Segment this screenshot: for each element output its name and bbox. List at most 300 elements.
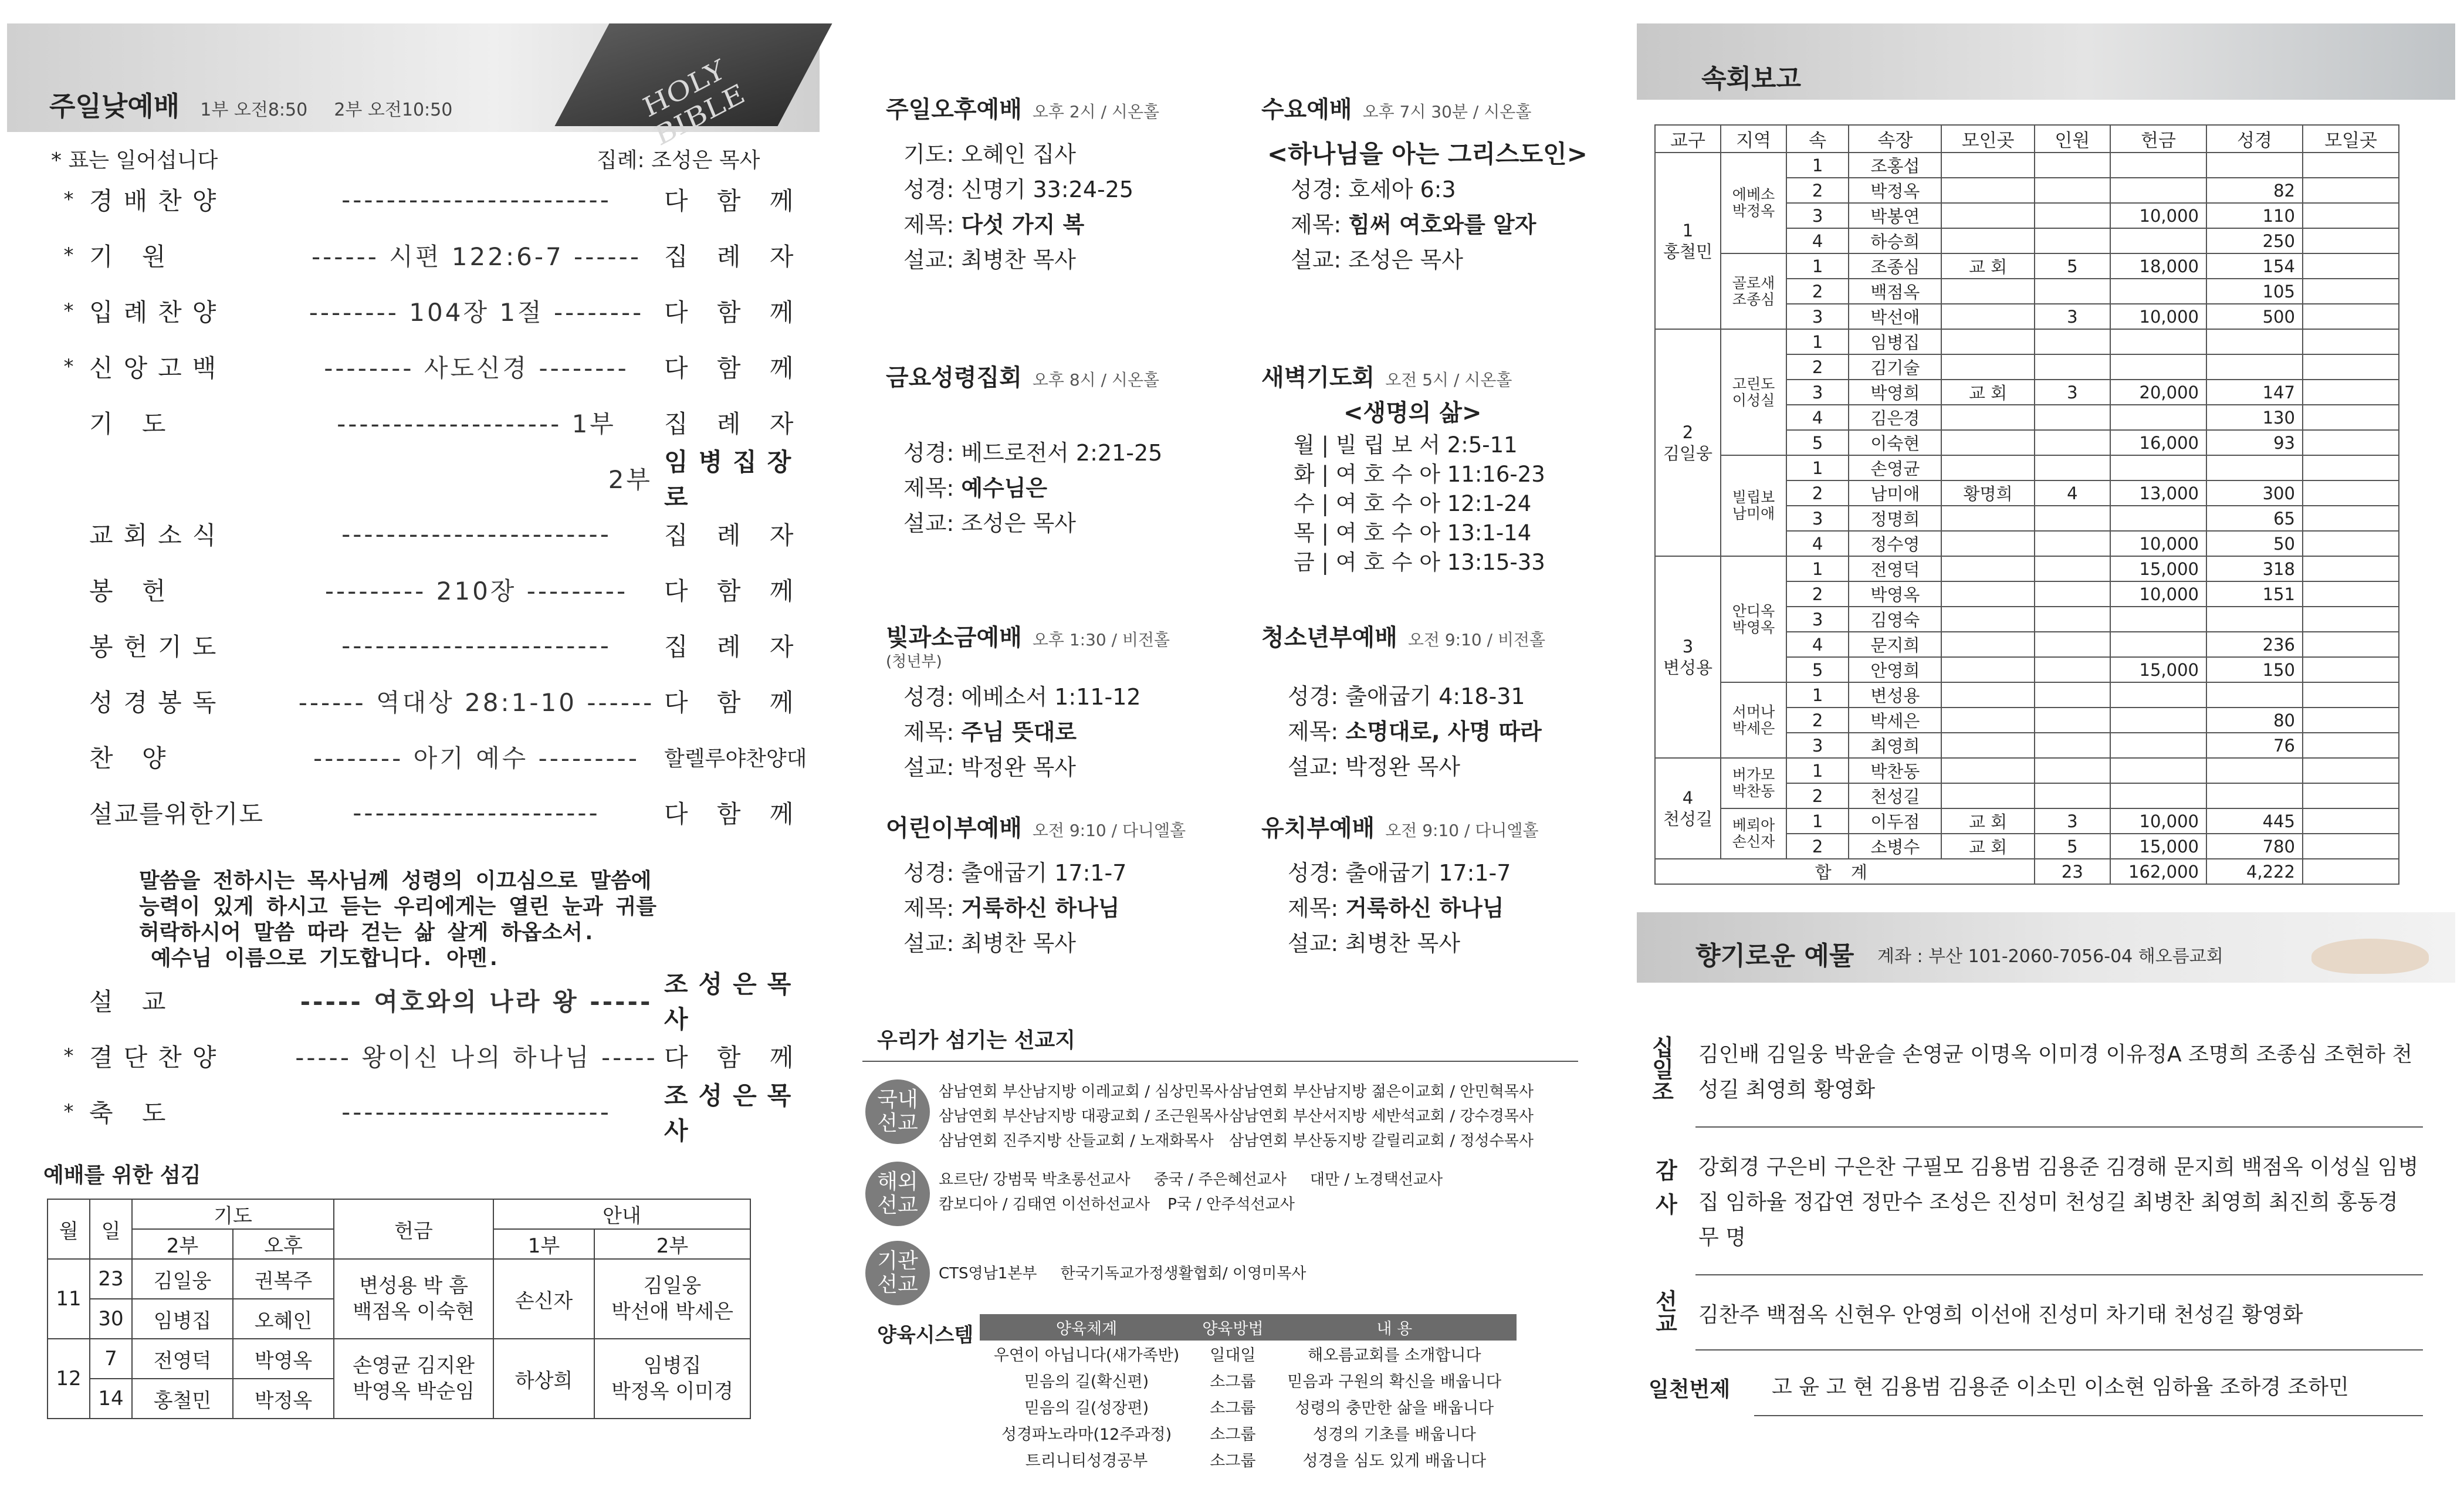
order-row: [48, 625, 811, 666]
divider: [1754, 1415, 2423, 1416]
order-detail: -------- 104장 1절 --------: [309, 298, 644, 327]
table-cell: [2303, 279, 2399, 304]
table-cell: 4: [1786, 632, 1849, 657]
service-title: 예배를 위한 섬김: [43, 1163, 201, 1187]
region-cell: 안디옥 박영옥: [1721, 556, 1786, 682]
region-cell: 빌립보 남미애: [1721, 455, 1786, 556]
table-cell: 5: [1786, 430, 1849, 455]
district-cell: 1 홍철민: [1655, 153, 1721, 329]
order-label: 교회소식: [89, 521, 227, 550]
order-leader: 집 례 자: [664, 242, 804, 271]
order-row: [48, 513, 811, 554]
stand-marker: *: [63, 243, 74, 267]
prayer-cell: 전영덕: [132, 1339, 233, 1379]
total-money: 162,000: [2110, 859, 2206, 884]
table-cell: [2035, 531, 2110, 556]
table-header: [980, 1314, 1517, 1341]
table-cell: 소그룹: [1210, 1373, 1256, 1391]
table-cell: [2303, 203, 2399, 228]
table-cell: 이두점: [1849, 808, 1941, 834]
mission-title: 우리가 섬기는 선교지: [877, 1028, 1076, 1052]
daily-reading: 월 | 빌 립 보 서 2:5-11: [1294, 432, 1518, 458]
table-cell: [2303, 632, 2399, 657]
day-cell: 30: [90, 1299, 132, 1339]
offering-cell: [334, 1259, 493, 1339]
order-row: [48, 1081, 811, 1145]
table-cell: 성경을 심도 있게 배웁니다: [1302, 1452, 1487, 1470]
column-header: 속: [1786, 125, 1849, 153]
service-sermon-title: 거룩하신 하나님: [1345, 895, 1504, 921]
table-cell: 황명희: [1941, 480, 2034, 506]
table-cell: 교 회: [1941, 253, 2034, 279]
column-header: 모일곳: [2303, 125, 2399, 153]
table-cell: [2303, 859, 2399, 884]
domestic-list-b: [1229, 1079, 1534, 1153]
table-cell: [2110, 354, 2206, 380]
table-cell: 76: [2206, 733, 2303, 758]
service-title: 금요성령집회: [886, 364, 1022, 391]
stand-marker: *: [63, 1044, 74, 1068]
offering-title: 향기로운 예물: [1695, 941, 1854, 971]
order-detail: ------ 역대상 28:1-10 ------: [298, 688, 655, 717]
table-cell: 50: [2206, 531, 2303, 556]
mission-item: 삼남연회 부산남지방 젊은이교회 / 안민혁목사: [1229, 1083, 1534, 1101]
table-cell: 2: [1786, 581, 1849, 607]
order-label: 경배찬양: [89, 187, 227, 215]
order-detail: ------------------------: [341, 519, 611, 549]
column-header: 지역: [1721, 125, 1786, 153]
table-cell: [2206, 783, 2303, 808]
cat-tithe: [1649, 1035, 1678, 1102]
table-cell: 2: [1786, 178, 1849, 203]
offering-line: 변성용 박 흠: [359, 1274, 468, 1298]
table-cell: [1941, 708, 2034, 733]
table-cell: 150: [2206, 657, 2303, 682]
table-cell: 10,000: [2110, 808, 2206, 834]
service-preacher: 설교: 박정완 목사: [1288, 754, 1460, 780]
worship-order-panel: [7, 23, 820, 1478]
table-cell: [2110, 632, 2206, 657]
mission-item: 중국 / 주은혜선교사: [1153, 1171, 1287, 1189]
service-dawn: [1261, 359, 1590, 577]
order-detail: ------------------------: [341, 631, 611, 660]
divider: [1695, 1274, 2423, 1275]
table-cell: [2110, 506, 2206, 531]
table-cell: [2035, 203, 2110, 228]
presider: 집례: 조성은 목사: [597, 148, 760, 172]
th-offering: 헌금: [334, 1199, 493, 1259]
service-youth-adult: [886, 619, 1238, 785]
th-guide-2: 2부: [594, 1229, 750, 1259]
guide-line: 박정옥 이미경: [611, 1380, 733, 1403]
table-cell: 1: [1786, 808, 1849, 834]
table-cell: [1941, 203, 2034, 228]
column-header: 양육방법: [1193, 1314, 1272, 1341]
table-cell: [2303, 708, 2399, 733]
table-cell: [2206, 607, 2303, 632]
cat-mission: [1649, 1289, 1681, 1334]
total-bible: 4,222: [2206, 859, 2303, 884]
guide-line: 김일웅: [643, 1274, 702, 1298]
order-leader: 집 례 자: [664, 632, 804, 661]
table-cell: [2303, 556, 2399, 581]
prayer-cell: 오혜인: [233, 1299, 334, 1339]
hands-icon: [2311, 939, 2429, 974]
table-cell: 백점옥: [1849, 279, 1941, 304]
order-row: [48, 569, 811, 610]
service-table: [47, 1199, 751, 1419]
divider: [1695, 1126, 2423, 1128]
table-cell: [2035, 682, 2110, 708]
table-cell: [2303, 808, 2399, 834]
service-scripture: 성경: 출애굽기 17:1-7: [903, 860, 1127, 886]
thousand-names: 고 윤 고 현 김용범 김용준 이소민 이소현 임하율 조하경 조하민: [1772, 1375, 2349, 1399]
prayer-cell: 박영옥: [233, 1339, 334, 1379]
system-title: 양육시스템: [877, 1324, 974, 1347]
daily-reading: 목 | 여 호 수 아 13:1-14: [1294, 520, 1532, 546]
table-cell: 교 회: [1941, 808, 2034, 834]
th-prayer: 기도: [132, 1199, 334, 1229]
th-guide: 안내: [493, 1199, 750, 1229]
table-cell: 정명희: [1849, 506, 1941, 531]
title-label: 제목:: [1288, 719, 1346, 744]
table-cell: [2035, 430, 2110, 455]
order-detail: ----- 왕이신 나의 하나님 -----: [295, 1043, 658, 1072]
order-leader: 다 함 께: [664, 577, 804, 605]
table-cell: [2303, 480, 2399, 506]
service-sunday-afternoon: [886, 91, 1214, 277]
table-cell: [2035, 506, 2110, 531]
table-cell: [1941, 455, 2034, 480]
order-row: [48, 179, 811, 220]
table-header: [1655, 125, 2399, 153]
total-label: 합 계: [1655, 859, 2035, 884]
table-cell: 13,000: [2110, 480, 2206, 506]
table-cell: [2035, 354, 2110, 380]
table-cell: [2303, 380, 2399, 405]
services-panel: [827, 23, 1596, 1478]
month-cell: 11: [48, 1259, 90, 1339]
page-title: 주일낮예배: [49, 90, 180, 122]
table-cell: [2110, 607, 2206, 632]
table-cell: 2: [1786, 783, 1849, 808]
column-header: 내 용: [1272, 1314, 1517, 1341]
table-cell: 변성용: [1849, 682, 1941, 708]
table-row: [1655, 758, 2399, 783]
table-cell: 110: [2206, 203, 2303, 228]
region-cell: 서머나 박세은: [1721, 682, 1786, 758]
table-cell: 손영균: [1849, 455, 1941, 480]
table-cell: 박영옥: [1849, 581, 1941, 607]
institution-list: [939, 1261, 1306, 1286]
service-subtitle: (청년부): [886, 653, 942, 671]
month-cell: 12: [48, 1339, 90, 1419]
table-cell: [1941, 153, 2034, 178]
table-cell: [2035, 405, 2110, 430]
table-cell: 4: [2035, 480, 2110, 506]
table-cell: 박선애: [1849, 304, 1941, 329]
order-detail: ----------------------: [353, 798, 600, 827]
table-cell: 10,000: [2110, 581, 2206, 607]
domestic-list-a: [939, 1079, 1228, 1153]
table-cell: [1941, 304, 2034, 329]
table-cell: 2: [1786, 708, 1849, 733]
service-subtitle: <하나님을 아는 그리스도인>: [1267, 140, 1588, 168]
table-cell: 교 회: [1941, 380, 2034, 405]
table-cell: 문지희: [1849, 632, 1941, 657]
table-cell: [2110, 329, 2206, 354]
table-cell: 3: [1786, 733, 1849, 758]
offering-line: 손영균 김지완: [353, 1354, 475, 1377]
table-cell: 박영희: [1849, 380, 1941, 405]
table-cell: 이숙현: [1849, 430, 1941, 455]
th-month: 월: [48, 1199, 90, 1259]
service-time: 오후 7시 30분 / 시온홀: [1362, 102, 1532, 121]
service-scripture: 성경: 호세아 6:3: [1291, 177, 1456, 202]
table-cell: 65: [2206, 506, 2303, 531]
table-cell: 1: [1786, 556, 1849, 581]
service-sermon-title: 다섯 가지 복: [961, 212, 1085, 238]
table-row: [980, 1420, 1517, 1446]
order-label: 신앙고백: [89, 354, 227, 383]
table-cell: [2303, 153, 2399, 178]
service-title: 새벽기도회: [1261, 364, 1375, 391]
table-row: [1655, 329, 2399, 354]
table-cell: [2303, 657, 2399, 682]
stand-note: * 표는 일어섭니다: [51, 148, 218, 172]
service-time: 오전 5시 / 시온홀: [1385, 370, 1512, 390]
table-cell: [2035, 708, 2110, 733]
region-cell: 골로새 조종심: [1721, 253, 1786, 329]
order-row: [48, 970, 811, 1034]
order-label: 봉헌기도: [89, 632, 227, 661]
service-scripture: 성경: 신명기 33:24-25: [903, 177, 1134, 202]
table-cell: 안영희: [1849, 657, 1941, 682]
district-cell: 4 천성길: [1655, 758, 1721, 859]
order-label: 기 원: [89, 242, 177, 271]
cell-report-panel: [1637, 23, 2455, 1478]
daily-reading: 수 | 여 호 수 아 12:1-24: [1294, 491, 1532, 516]
table-cell: 10,000: [2110, 203, 2206, 228]
table-cell: [2303, 607, 2399, 632]
table-cell: 조종심: [1849, 253, 1941, 279]
order-detail: ------------------------: [341, 185, 611, 214]
order-label: 설교를위한기도: [89, 800, 265, 828]
mission-item: 삼남연회 부산서지방 세반석교회 / 강수경목사: [1229, 1108, 1534, 1125]
table-cell: 15,000: [2110, 657, 2206, 682]
column-header: 교구: [1655, 125, 1721, 153]
service-sermon-title: 주님 뜻대로: [961, 719, 1077, 745]
service-scripture: 성경: 출애굽기 4:18-31: [1288, 683, 1525, 709]
order-detail: ------ 시편 122:6-7 ------: [312, 242, 641, 271]
table-cell: [2035, 783, 2110, 808]
table-cell: 318: [2206, 556, 2303, 581]
service-time: 오후 2시 / 시온홀: [1032, 102, 1160, 121]
order-row: [48, 736, 811, 777]
service-title: 빛과소금예배: [886, 624, 1022, 651]
table-cell: 해오름교회를 소개합니다: [1308, 1346, 1481, 1365]
stand-marker: *: [63, 355, 74, 378]
order-label: 찬 양: [89, 744, 177, 773]
order-detail: --------- 210장 ---------: [324, 577, 628, 605]
region-cell: 고린도 이성실: [1721, 329, 1786, 455]
table-cell: 3: [1786, 203, 1849, 228]
table-cell: [2303, 733, 2399, 758]
table-cell: 조홍섭: [1849, 153, 1941, 178]
service-title: 청소년부예배: [1261, 624, 1397, 651]
table-cell: 최영희: [1849, 733, 1941, 758]
mission-names: 김찬주 백점옥 신현우 안영희 이선애 진성미 차기태 천성길 황영화: [1698, 1303, 2303, 1327]
table-cell: 10,000: [2110, 304, 2206, 329]
cat-thanks: [1649, 1159, 1681, 1227]
table-cell: 1: [1786, 253, 1849, 279]
table-cell: [2303, 304, 2399, 329]
order-leader: 조성은목사: [664, 970, 802, 1034]
institution-badge: 기관 선교: [865, 1241, 930, 1305]
service-teen: [1261, 619, 1590, 784]
service-time: 오전 9:10 / 다니엘홀: [1385, 821, 1539, 840]
table-cell: 130: [2206, 405, 2303, 430]
table-cell: [2110, 455, 2206, 480]
table-cell: [2110, 178, 2206, 203]
table-row: [980, 1367, 1517, 1393]
table-cell: [2035, 758, 2110, 783]
service-kindergarten: [1261, 810, 1590, 961]
table-cell: 236: [2206, 632, 2303, 657]
table-cell: [1941, 607, 2034, 632]
table-cell: [2035, 657, 2110, 682]
table-cell: [1941, 430, 2034, 455]
time-2: 2부 오전10:50: [334, 100, 453, 120]
table-cell: 3: [1786, 380, 1849, 405]
service-scripture: 성경: 베드로전서 2:21-25: [903, 440, 1163, 466]
order-row: [48, 1035, 811, 1077]
mission-item: 캄보디아 / 김태연 이선하선교사: [939, 1196, 1150, 1213]
order-label: 축 도: [89, 1099, 177, 1128]
order-leader: 다 함 께: [664, 800, 804, 828]
table-cell: 믿음의 길(성장편): [1024, 1399, 1149, 1417]
column-header: 인원: [2035, 125, 2110, 153]
table-cell: 정수영: [1849, 531, 1941, 556]
order-leader: 집 례 자: [664, 409, 804, 438]
mission-item: 삼남연회 부산남지방 대광교회 / 조근원목사: [939, 1108, 1228, 1125]
table-cell: 박봉연: [1849, 203, 1941, 228]
table-cell: [2206, 329, 2303, 354]
offering-line: 백점옥 이숙현: [353, 1300, 475, 1324]
service-sermon-title: 힘써 여호와를 알자: [1348, 212, 1536, 238]
table-row: [1655, 253, 2399, 279]
table-cell: [2303, 228, 2399, 253]
table-cell: 151: [2206, 581, 2303, 607]
order-row: [48, 346, 811, 387]
column-header: 양육체계: [980, 1314, 1193, 1341]
cell-table: [1654, 124, 2399, 885]
table-cell: [2206, 455, 2303, 480]
account-info: 계좌 : 부산 101-2060-7056-04 해오름교회: [1877, 946, 2223, 967]
table-cell: 250: [2206, 228, 2303, 253]
table-cell: [1941, 657, 2034, 682]
table-cell: 전영덕: [1849, 556, 1941, 581]
th-prayer-1: 2부: [132, 1229, 233, 1259]
table-cell: 20,000: [2110, 380, 2206, 405]
mission-item: 한국기독교가정생활협회/ 이영미목사: [1060, 1265, 1307, 1282]
service-title: 수요예배: [1261, 96, 1352, 123]
service-header: [886, 91, 1214, 126]
table-cell: 성경파노라마(12주과정): [1001, 1426, 1172, 1444]
prayer-cell: 김일웅: [132, 1259, 233, 1299]
table-cell: 780: [2206, 834, 2303, 859]
table-cell: 154: [2206, 253, 2303, 279]
table-cell: [2110, 758, 2206, 783]
table-cell: 1: [1786, 455, 1849, 480]
table-cell: [2206, 682, 2303, 708]
table-cell: 성령의 충만한 삶을 배웁니다: [1295, 1399, 1494, 1417]
table-cell: [2303, 405, 2399, 430]
table-cell: 16,000: [2110, 430, 2206, 455]
divider: [862, 1061, 1578, 1062]
table-cell: [2303, 581, 2399, 607]
table-cell: 박정옥: [1849, 178, 1941, 203]
day-cell: 23: [90, 1259, 132, 1299]
table-cell: 하승희: [1849, 228, 1941, 253]
region-cell: 에베소 박정옥: [1721, 153, 1786, 253]
column-header: 성경: [2206, 125, 2303, 153]
table-cell: [2303, 430, 2399, 455]
table-cell: 3: [1786, 506, 1849, 531]
prayer-cell: 임병집: [132, 1299, 233, 1339]
service-subtitle: <생명의 삶>: [1343, 400, 1482, 427]
mission-item: 대만 / 노경택선교사: [1309, 1171, 1443, 1189]
prayer-cell: 홍철민: [132, 1379, 233, 1419]
divider: [1695, 1349, 2423, 1351]
table-cell: 105: [2206, 279, 2303, 304]
title-label: 제목:: [1288, 895, 1346, 921]
day-cell: 14: [90, 1379, 132, 1419]
title-label: 제목:: [903, 895, 962, 921]
time-1: 1부 오전8:50: [200, 100, 308, 120]
service-title: 어린이부예배: [886, 815, 1022, 842]
order-detail: -------- 아기 예수 ---------: [313, 744, 639, 773]
order-label: 봉 헌: [89, 577, 177, 605]
table-cell: [2206, 758, 2303, 783]
table-cell: [2035, 279, 2110, 304]
service-time: 오전 9:10 / 다니엘홀: [1032, 821, 1186, 840]
table-cell: 성경의 기초를 배웁니다: [1312, 1426, 1476, 1444]
mission-item: P국 / 안주석선교사: [1167, 1196, 1295, 1213]
offering-line: 박영옥 박순임: [353, 1380, 475, 1403]
table-cell: 5: [1786, 657, 1849, 682]
table-cell: 2: [1786, 279, 1849, 304]
order-leader: 조성은목사: [664, 1081, 802, 1145]
order-row: [48, 402, 811, 443]
table-cell: [2110, 153, 2206, 178]
table-row: [980, 1341, 1517, 1367]
table-cell: [2303, 758, 2399, 783]
prayer-cell: 박정옥: [233, 1379, 334, 1419]
table-cell: 소그룹: [1210, 1399, 1256, 1417]
table-cell: 믿음의 길(확신편): [1024, 1373, 1149, 1391]
order-label: 기 도: [89, 409, 177, 438]
table-cell: [2035, 733, 2110, 758]
thanks-names: 강회경 구은비 구은찬 구필모 김용범 김용준 김경해 문지희 백점옥 이성실 임병집 임하율 정갑연 정만수 조성은 진성미 천성길 최병찬 최영희 최진희 홍동경 무 명: [1698, 1155, 2419, 1250]
table-cell: 소그룹: [1210, 1452, 1256, 1470]
th-day: 일: [90, 1199, 132, 1259]
table-cell: [2110, 708, 2206, 733]
table-cell: 4: [1786, 531, 1849, 556]
service-preacher: 설교: 조성은 목사: [1291, 247, 1463, 273]
table-cell: [2035, 607, 2110, 632]
guide-line: 임병집: [643, 1354, 702, 1377]
